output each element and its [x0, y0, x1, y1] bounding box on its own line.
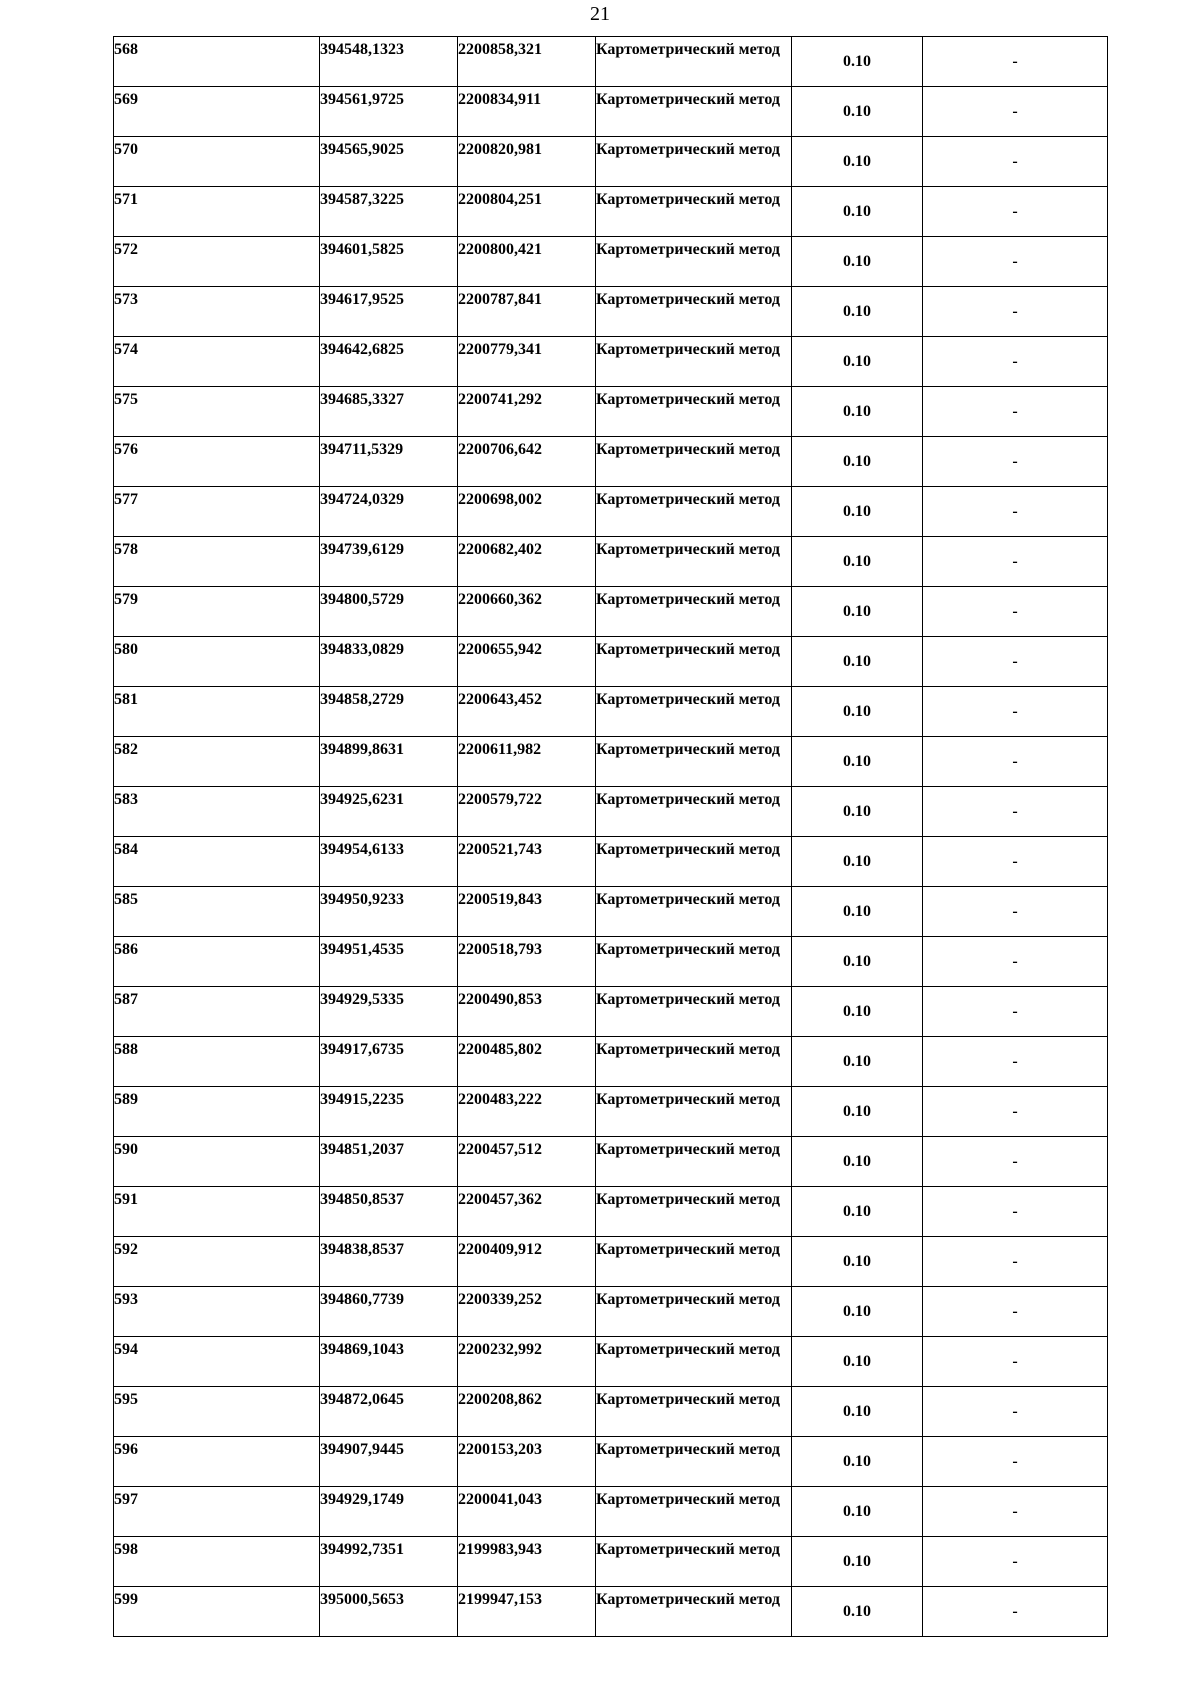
coordinate-x-cell: 394992,7351 — [320, 1537, 458, 1587]
accuracy-cell: 0.10 — [792, 1487, 923, 1537]
table-row — [114, 1487, 1108, 1537]
accuracy-cell: 0.10 — [792, 1087, 923, 1137]
method-cell: Картометрический метод — [596, 1387, 792, 1437]
accuracy-cell: 0.10 — [792, 1587, 923, 1637]
point-number-cell: 595 — [114, 1387, 320, 1437]
note-cell: - — [923, 1487, 1108, 1537]
coordinate-x-cell: 394724,0329 — [320, 487, 458, 537]
coordinate-y-cell: 2200655,942 — [458, 637, 596, 687]
table-row — [114, 987, 1108, 1037]
table-row — [114, 87, 1108, 137]
coordinate-y-cell: 2200611,982 — [458, 737, 596, 787]
method-cell: Картометрический метод — [596, 537, 792, 587]
coordinate-y-cell: 2200409,912 — [458, 1237, 596, 1287]
accuracy-cell: 0.10 — [792, 887, 923, 937]
note-cell: - — [923, 787, 1108, 837]
coordinate-y-cell: 2200682,402 — [458, 537, 596, 587]
method-cell: Картометрический метод — [596, 1237, 792, 1287]
coordinate-y-cell: 2200820,981 — [458, 137, 596, 187]
accuracy-cell: 0.10 — [792, 587, 923, 637]
method-cell: Картометрический метод — [596, 937, 792, 987]
method-cell: Картометрический метод — [596, 1487, 792, 1537]
method-cell: Картометрический метод — [596, 637, 792, 687]
point-number-cell: 577 — [114, 487, 320, 537]
table-row — [114, 187, 1108, 237]
coordinate-y-cell: 2200858,321 — [458, 37, 596, 87]
accuracy-cell: 0.10 — [792, 1037, 923, 1087]
point-number-cell: 594 — [114, 1337, 320, 1387]
point-number-cell: 568 — [114, 37, 320, 87]
point-number-cell: 582 — [114, 737, 320, 787]
coordinate-x-cell: 394617,9525 — [320, 287, 458, 337]
coordinate-y-cell: 2200804,251 — [458, 187, 596, 237]
note-cell: - — [923, 737, 1108, 787]
note-cell: - — [923, 1287, 1108, 1337]
table-row — [114, 137, 1108, 187]
coordinate-x-cell: 394565,9025 — [320, 137, 458, 187]
page-number: 21 — [590, 3, 610, 25]
note-cell: - — [923, 537, 1108, 587]
coordinate-x-cell: 394915,2235 — [320, 1087, 458, 1137]
note-cell: - — [923, 187, 1108, 237]
method-cell: Картометрический метод — [596, 237, 792, 287]
accuracy-cell: 0.10 — [792, 1237, 923, 1287]
accuracy-cell: 0.10 — [792, 937, 923, 987]
accuracy-cell: 0.10 — [792, 1137, 923, 1187]
table-row — [114, 1087, 1108, 1137]
coordinate-y-cell: 2200041,043 — [458, 1487, 596, 1537]
accuracy-cell: 0.10 — [792, 287, 923, 337]
method-cell: Картометрический метод — [596, 1037, 792, 1087]
accuracy-cell: 0.10 — [792, 537, 923, 587]
point-number-cell: 573 — [114, 287, 320, 337]
method-cell: Картометрический метод — [596, 987, 792, 1037]
accuracy-cell: 0.10 — [792, 1287, 923, 1337]
accuracy-cell: 0.10 — [792, 187, 923, 237]
table-row — [114, 537, 1108, 587]
table-row — [114, 1037, 1108, 1087]
table-row — [114, 737, 1108, 787]
note-cell: - — [923, 837, 1108, 887]
method-cell: Картометрический метод — [596, 887, 792, 937]
table-row — [114, 787, 1108, 837]
coordinate-x-cell: 394899,8631 — [320, 737, 458, 787]
point-number-cell: 569 — [114, 87, 320, 137]
coordinate-x-cell: 394642,6825 — [320, 337, 458, 387]
coordinate-y-cell: 2200232,992 — [458, 1337, 596, 1387]
accuracy-cell: 0.10 — [792, 137, 923, 187]
coordinate-y-cell: 2200660,362 — [458, 587, 596, 637]
accuracy-cell: 0.10 — [792, 37, 923, 87]
coordinate-x-cell: 394858,2729 — [320, 687, 458, 737]
accuracy-cell: 0.10 — [792, 1337, 923, 1387]
accuracy-cell: 0.10 — [792, 437, 923, 487]
coordinate-y-cell: 2200339,252 — [458, 1287, 596, 1337]
note-cell: - — [923, 887, 1108, 937]
coordinate-x-cell: 394739,6129 — [320, 537, 458, 587]
coordinate-x-cell: 394954,6133 — [320, 837, 458, 887]
method-cell: Картометрический метод — [596, 737, 792, 787]
method-cell: Картометрический метод — [596, 587, 792, 637]
coordinate-x-cell: 394711,5329 — [320, 437, 458, 487]
coordinate-y-cell: 2200779,341 — [458, 337, 596, 387]
method-cell: Картометрический метод — [596, 787, 792, 837]
point-number-cell: 596 — [114, 1437, 320, 1487]
point-number-cell: 580 — [114, 637, 320, 687]
table-row — [114, 1237, 1108, 1287]
point-number-cell: 584 — [114, 837, 320, 887]
table-row — [114, 887, 1108, 937]
point-number-cell: 586 — [114, 937, 320, 987]
accuracy-cell: 0.10 — [792, 487, 923, 537]
note-cell: - — [923, 1087, 1108, 1137]
method-cell: Картометрический метод — [596, 187, 792, 237]
accuracy-cell: 0.10 — [792, 237, 923, 287]
coordinate-x-cell: 394838,8537 — [320, 1237, 458, 1287]
coordinate-x-cell: 394860,7739 — [320, 1287, 458, 1337]
point-number-cell: 588 — [114, 1037, 320, 1087]
table-row — [114, 1187, 1108, 1237]
point-number-cell: 575 — [114, 387, 320, 437]
table-row — [114, 237, 1108, 287]
point-number-cell: 583 — [114, 787, 320, 837]
accuracy-cell: 0.10 — [792, 837, 923, 887]
note-cell: - — [923, 487, 1108, 537]
coordinate-x-cell: 394800,5729 — [320, 587, 458, 637]
method-cell: Картометрический метод — [596, 337, 792, 387]
coordinate-x-cell: 394925,6231 — [320, 787, 458, 837]
coordinate-x-cell: 394929,5335 — [320, 987, 458, 1037]
table-row — [114, 1437, 1108, 1487]
note-cell: - — [923, 237, 1108, 287]
method-cell: Картометрический метод — [596, 137, 792, 187]
table-row — [114, 587, 1108, 637]
method-cell: Картометрический метод — [596, 1587, 792, 1637]
note-cell: - — [923, 1387, 1108, 1437]
coordinates-table-body — [114, 37, 1108, 1637]
coordinate-y-cell: 2200490,853 — [458, 987, 596, 1037]
method-cell: Картометрический метод — [596, 1537, 792, 1587]
note-cell: - — [923, 1437, 1108, 1487]
point-number-cell: 598 — [114, 1537, 320, 1587]
coordinate-x-cell: 394601,5825 — [320, 237, 458, 287]
table-row — [114, 37, 1108, 87]
coordinate-y-cell: 2199983,943 — [458, 1537, 596, 1587]
coordinate-x-cell: 394907,9445 — [320, 1437, 458, 1487]
coordinate-y-cell: 2200457,512 — [458, 1137, 596, 1187]
point-number-cell: 589 — [114, 1087, 320, 1137]
accuracy-cell: 0.10 — [792, 87, 923, 137]
method-cell: Картометрический метод — [596, 437, 792, 487]
note-cell: - — [923, 1137, 1108, 1187]
table-row — [114, 637, 1108, 687]
point-number-cell: 576 — [114, 437, 320, 487]
coordinate-x-cell: 394851,2037 — [320, 1137, 458, 1187]
method-cell: Картометрический метод — [596, 487, 792, 537]
table-row — [114, 837, 1108, 887]
accuracy-cell: 0.10 — [792, 1187, 923, 1237]
table-row — [114, 1287, 1108, 1337]
coordinate-y-cell: 2200579,722 — [458, 787, 596, 837]
coordinate-y-cell: 2200741,292 — [458, 387, 596, 437]
coordinate-y-cell: 2200483,222 — [458, 1087, 596, 1137]
accuracy-cell: 0.10 — [792, 737, 923, 787]
accuracy-cell: 0.10 — [792, 687, 923, 737]
coordinate-y-cell: 2200787,841 — [458, 287, 596, 337]
note-cell: - — [923, 937, 1108, 987]
coordinate-x-cell: 394950,9233 — [320, 887, 458, 937]
coordinate-y-cell: 2200485,802 — [458, 1037, 596, 1087]
note-cell: - — [923, 637, 1108, 687]
point-number-cell: 578 — [114, 537, 320, 587]
accuracy-cell: 0.10 — [792, 987, 923, 1037]
method-cell: Картометрический метод — [596, 87, 792, 137]
table-row — [114, 1337, 1108, 1387]
table-row — [114, 1387, 1108, 1437]
method-cell: Картометрический метод — [596, 387, 792, 437]
coordinate-y-cell: 2200834,911 — [458, 87, 596, 137]
coordinate-y-cell: 2200519,843 — [458, 887, 596, 937]
coordinate-x-cell: 394869,1043 — [320, 1337, 458, 1387]
point-number-cell: 592 — [114, 1237, 320, 1287]
coordinate-x-cell: 394587,3225 — [320, 187, 458, 237]
method-cell: Картометрический метод — [596, 837, 792, 887]
note-cell: - — [923, 337, 1108, 387]
coordinate-x-cell: 394685,3327 — [320, 387, 458, 437]
note-cell: - — [923, 287, 1108, 337]
coordinate-x-cell: 394929,1749 — [320, 1487, 458, 1537]
note-cell: - — [923, 87, 1108, 137]
method-cell: Картометрический метод — [596, 1287, 792, 1337]
accuracy-cell: 0.10 — [792, 1537, 923, 1587]
coordinate-x-cell: 394548,1323 — [320, 37, 458, 87]
coordinate-y-cell: 2200800,421 — [458, 237, 596, 287]
point-number-cell: 574 — [114, 337, 320, 387]
point-number-cell: 572 — [114, 237, 320, 287]
table-row — [114, 687, 1108, 737]
note-cell: - — [923, 1587, 1108, 1637]
point-number-cell: 587 — [114, 987, 320, 1037]
note-cell: - — [923, 1337, 1108, 1387]
table-row — [114, 437, 1108, 487]
point-number-cell: 579 — [114, 587, 320, 637]
note-cell: - — [923, 437, 1108, 487]
accuracy-cell: 0.10 — [792, 1437, 923, 1487]
coordinate-x-cell: 394850,8537 — [320, 1187, 458, 1237]
coordinate-x-cell: 394833,0829 — [320, 637, 458, 687]
coordinate-x-cell: 394951,4535 — [320, 937, 458, 987]
table-row — [114, 487, 1108, 537]
point-number-cell: 597 — [114, 1487, 320, 1537]
coordinate-x-cell: 394561,9725 — [320, 87, 458, 137]
note-cell: - — [923, 1537, 1108, 1587]
point-number-cell: 590 — [114, 1137, 320, 1187]
accuracy-cell: 0.10 — [792, 387, 923, 437]
table-row — [114, 1537, 1108, 1587]
coordinate-x-cell: 394917,6735 — [320, 1037, 458, 1087]
coordinate-y-cell: 2200521,743 — [458, 837, 596, 887]
coordinate-y-cell: 2200698,002 — [458, 487, 596, 537]
table-row — [114, 937, 1108, 987]
coordinate-y-cell: 2200457,362 — [458, 1187, 596, 1237]
accuracy-cell: 0.10 — [792, 787, 923, 837]
point-number-cell: 585 — [114, 887, 320, 937]
point-number-cell: 571 — [114, 187, 320, 237]
point-number-cell: 599 — [114, 1587, 320, 1637]
point-number-cell: 570 — [114, 137, 320, 187]
method-cell: Картометрический метод — [596, 1137, 792, 1187]
coordinate-x-cell: 395000,5653 — [320, 1587, 458, 1637]
method-cell: Картометрический метод — [596, 1187, 792, 1237]
note-cell: - — [923, 387, 1108, 437]
note-cell: - — [923, 687, 1108, 737]
coordinate-y-cell: 2199947,153 — [458, 1587, 596, 1637]
note-cell: - — [923, 1187, 1108, 1237]
note-cell: - — [923, 137, 1108, 187]
coordinate-x-cell: 394872,0645 — [320, 1387, 458, 1437]
method-cell: Картометрический метод — [596, 1087, 792, 1137]
method-cell: Картометрический метод — [596, 1337, 792, 1387]
note-cell: - — [923, 587, 1108, 637]
method-cell: Картометрический метод — [596, 687, 792, 737]
table-row — [114, 287, 1108, 337]
point-number-cell: 581 — [114, 687, 320, 737]
method-cell: Картометрический метод — [596, 37, 792, 87]
table-row — [114, 1137, 1108, 1187]
note-cell: - — [923, 1037, 1108, 1087]
coordinate-y-cell: 2200518,793 — [458, 937, 596, 987]
coordinate-y-cell: 2200153,203 — [458, 1437, 596, 1487]
table-row — [114, 1587, 1108, 1637]
note-cell: - — [923, 987, 1108, 1037]
point-number-cell: 593 — [114, 1287, 320, 1337]
coordinate-y-cell: 2200643,452 — [458, 687, 596, 737]
accuracy-cell: 0.10 — [792, 637, 923, 687]
accuracy-cell: 0.10 — [792, 337, 923, 387]
note-cell: - — [923, 37, 1108, 87]
coordinates-table — [113, 36, 1108, 1637]
table-row — [114, 387, 1108, 437]
coordinate-y-cell: 2200706,642 — [458, 437, 596, 487]
table-row — [114, 337, 1108, 387]
note-cell: - — [923, 1237, 1108, 1287]
accuracy-cell: 0.10 — [792, 1387, 923, 1437]
point-number-cell: 591 — [114, 1187, 320, 1237]
method-cell: Картометрический метод — [596, 287, 792, 337]
method-cell: Картометрический метод — [596, 1437, 792, 1487]
coordinate-y-cell: 2200208,862 — [458, 1387, 596, 1437]
